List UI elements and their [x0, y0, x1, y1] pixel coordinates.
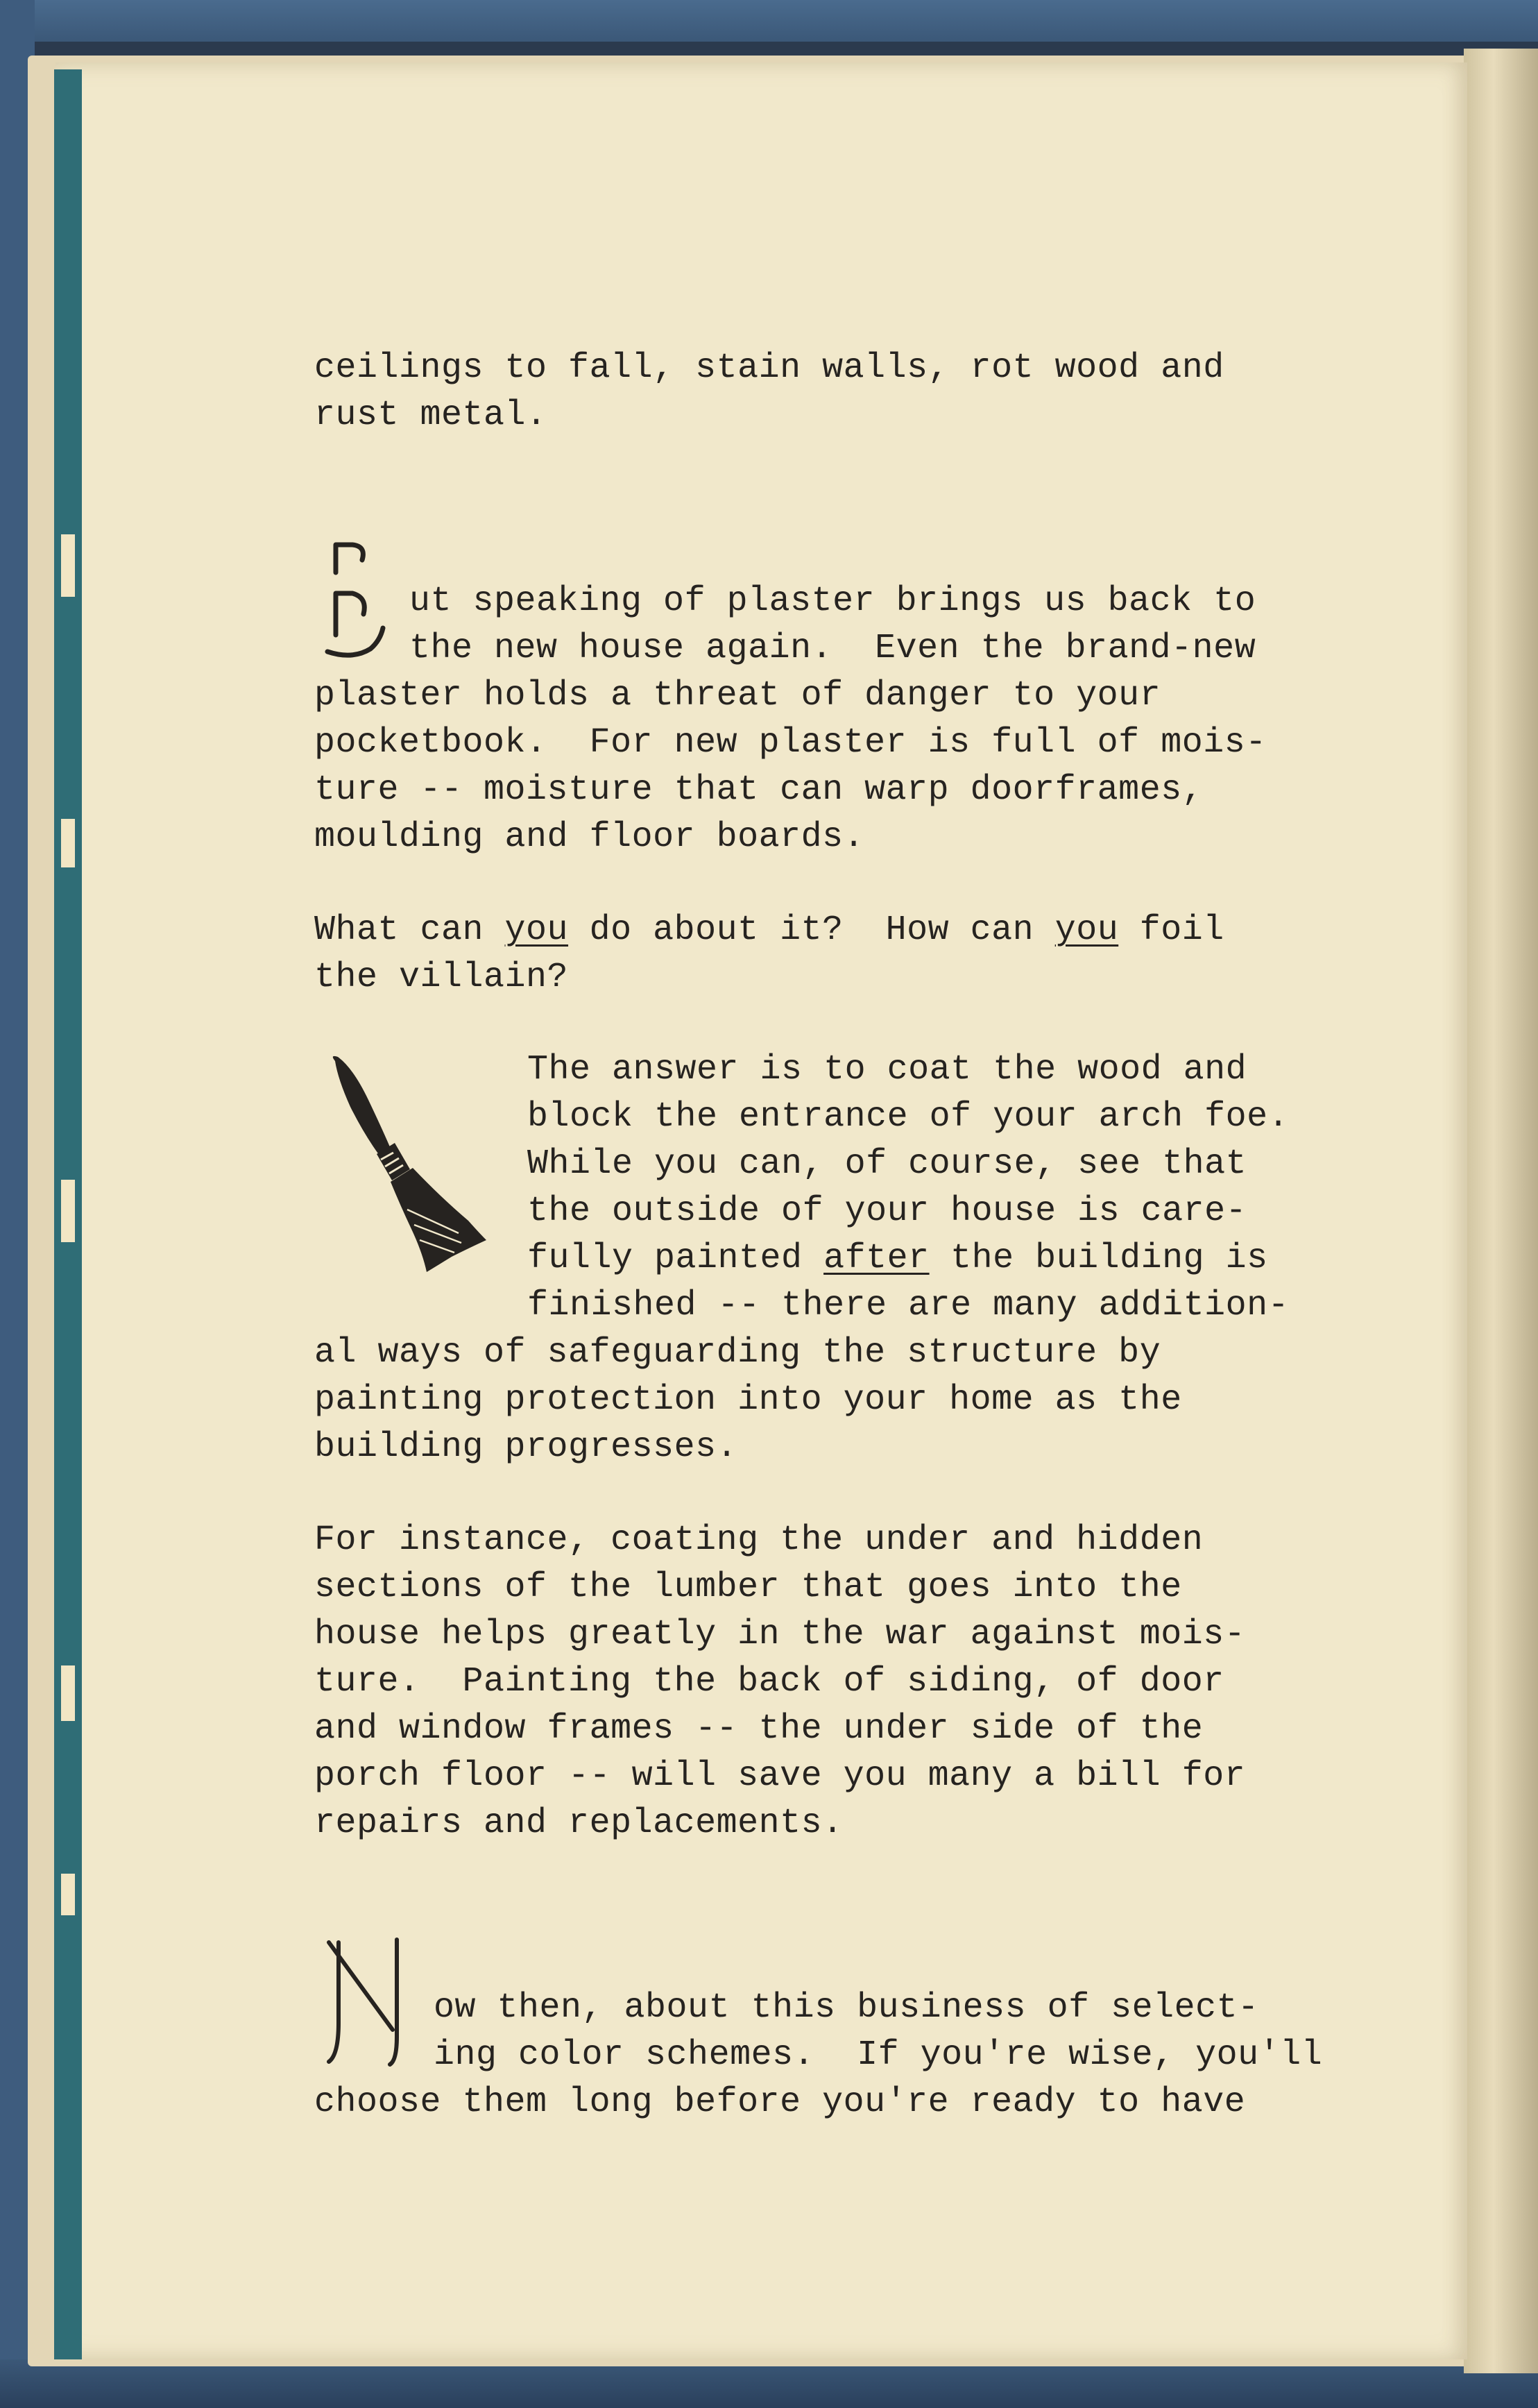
text-line: porch floor -- will save you many a bill for	[314, 1756, 1246, 1796]
text-line: painting protection into your home as the	[314, 1380, 1182, 1420]
text-line: house helps greatly in the war against mois-	[314, 1615, 1246, 1654]
text-line: the outside of your house is care-	[527, 1192, 1247, 1231]
spine-notch	[61, 819, 75, 867]
spine-notch	[61, 1665, 75, 1721]
text-line: and window frames -- the under side of the	[314, 1709, 1204, 1749]
text-line: ut speaking of plaster brings us back to	[409, 582, 1256, 621]
text-line: the villain?	[314, 958, 569, 997]
text-line: building progresses.	[314, 1427, 738, 1467]
spine-notch	[61, 1180, 75, 1242]
book-cover-top	[0, 0, 1538, 42]
dropcap-n-icon	[323, 1933, 413, 2071]
text-line: pocketbook. For new plaster is full of mois-	[314, 723, 1267, 763]
page-edge	[1464, 49, 1538, 2373]
text-line: sections of the lumber that goes into the	[314, 1568, 1182, 1607]
dropcap-b-icon	[325, 538, 401, 663]
text-line: block the entrance of your arch foe.	[527, 1097, 1290, 1137]
spine-notch	[61, 1874, 75, 1915]
text-line: moulding and floor boards.	[314, 817, 865, 857]
text-line: repairs and replacements.	[314, 1804, 844, 1843]
text-line: choose them long before you're ready to have	[314, 2083, 1246, 2122]
text-line: fully painted after the building is	[527, 1239, 1268, 1278]
text-line: ing color schemes. If you're wise, you'll	[434, 2035, 1323, 2075]
text-line: al ways of safeguarding the structure by	[314, 1333, 1161, 1373]
text-line: While you can, of course, see that	[527, 1144, 1247, 1184]
text-line: What can you do about it? How can you foil	[314, 910, 1224, 950]
text-line: ow then, about this business of select-	[434, 1988, 1259, 2028]
text-line: The answer is to coat the wood and	[527, 1050, 1247, 1089]
paintbrush-icon	[323, 1051, 496, 1280]
text-line: ture. Painting the back of siding, of door	[314, 1662, 1224, 1702]
spine-notch	[61, 534, 75, 597]
text-line: finished -- there are many addition-	[527, 1286, 1290, 1325]
text-line: rust metal.	[314, 396, 547, 435]
text-line: plaster holds a threat of danger to your	[314, 676, 1161, 715]
text-line: For instance, coating the under and hidden	[314, 1520, 1204, 1560]
text-line: ceilings to fall, stain walls, rot wood and	[314, 348, 1224, 388]
book-cover-bottom	[0, 2359, 1538, 2408]
text-line: the new house again. Even the brand-new	[409, 629, 1256, 668]
text-line: ture -- moisture that can warp doorframes,	[314, 770, 1204, 810]
